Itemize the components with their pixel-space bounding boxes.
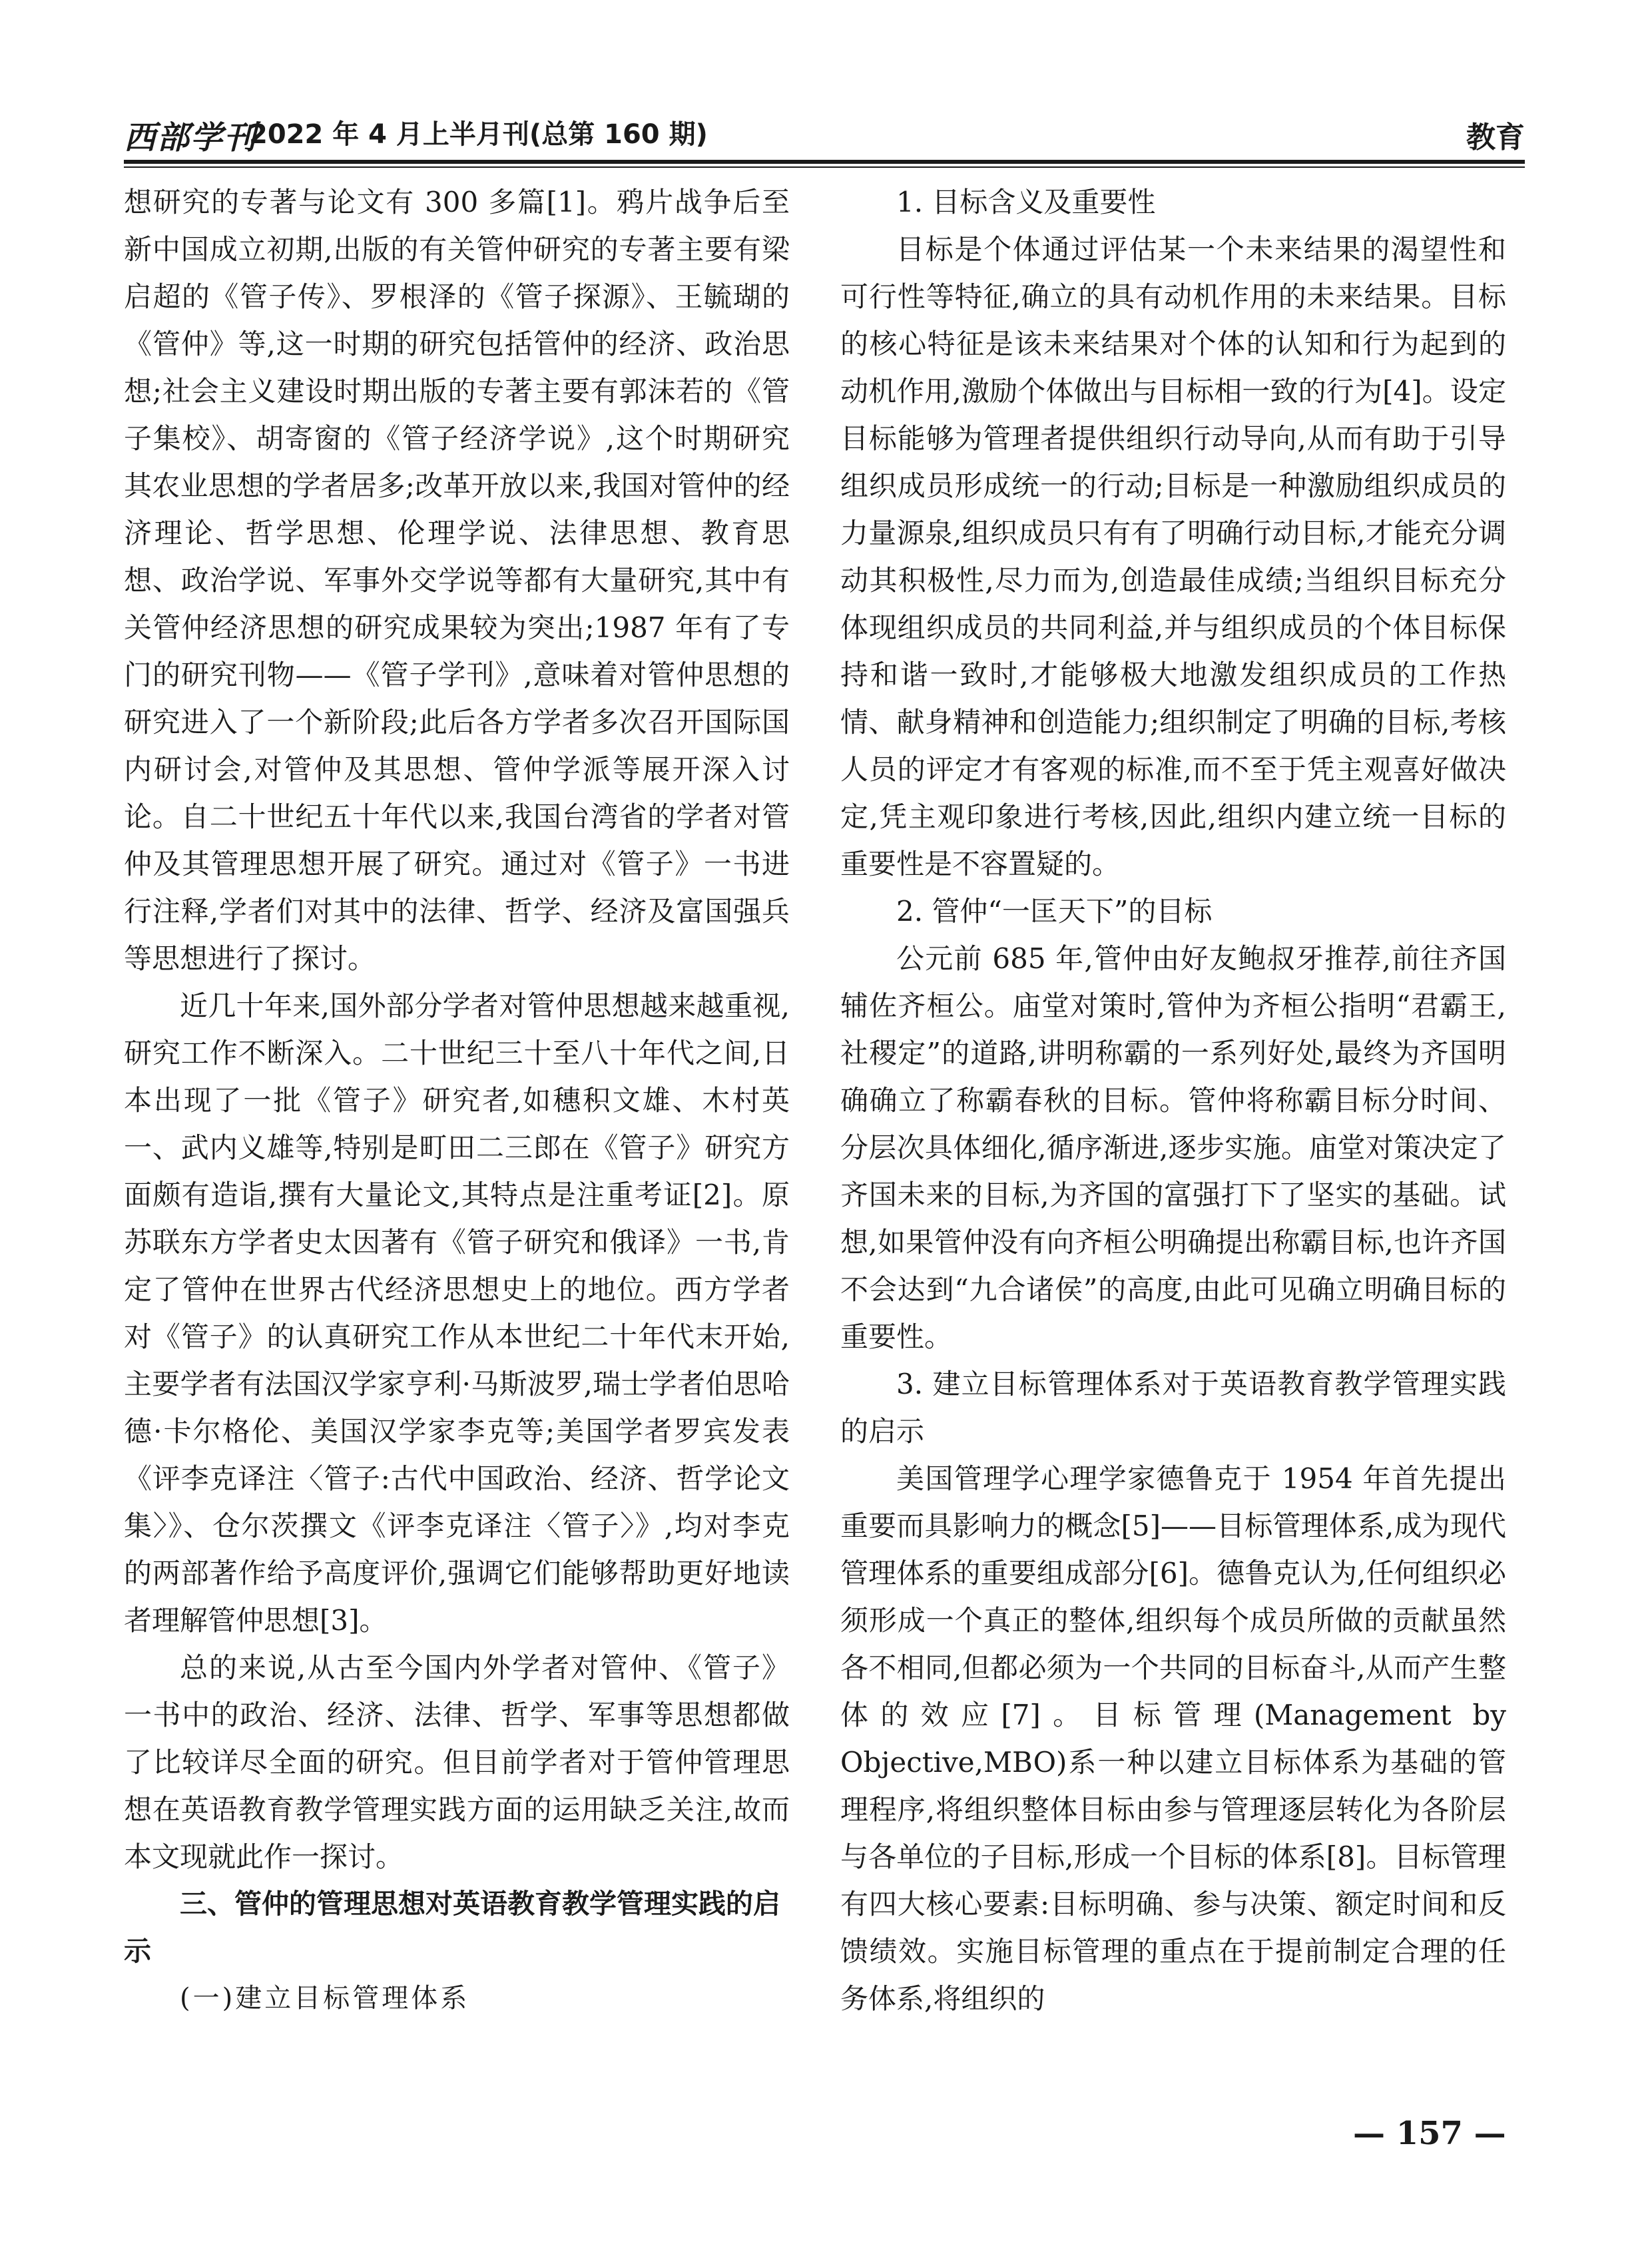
paragraph: 想研究的专著与论文有 300 多篇[1]。鸦片战争后至新中国成立初期,出版的有关管仲研究的专著主要有梁启超的《管子传》、罗根泽的《管子探源》、王毓瑚的《管仲》等,这一时期的研究包括管仲的经济、政治思想;社会主义建设时期出版的专著主要有郭沫若的《管子集校》、胡寄窗的《管子经济学说》,这个时期研究其农业思想的学者居多;改革开放以来,我国对管仲的经济理论、哲学思想、伦理学说、法律思想、教育思想、政治学说、军事外交学说等都有大量研究,其中有关管仲经济思想的研究成果较为突出;1987 年有了专门的研究刊物——《管子学刊》,意味着对管仲思想的研究进入了一个新阶段;此后各方学者多次召开国际国内研讨会,对管仲及其思想、管仲学派等展开深入讨论。自二十世纪五十年代以来,我国台湾省的学者对管仲及其管理思想开展了研究。通过对《管子》一书进行注释,学者们对其中的法律、哲学、经济及富国强兵等思想进行了探讨。 [124,186,790,975]
paragraph: 目标是个体通过评估某一个未来结果的渴望性和可行性等特征,确立的具有动机作用的未来结果。目标的核心特征是该未来结果对个体的认知和行为起到的动机作用,激励个体做出与目标相一致的行为[4]。设定目标能够为管理者提供组织行动导向,从而有助于引导组织成员形成统一的行动;目标是一种激励组织成员的力量源泉,组织成员只有有了明确行动目标,才能充分调动其积极性,尽力而为,创造最佳成绩;当组织目标充分体现组织成员的共同利益,并与组织成员的个体目标保持和谐一致时,才能够极大地激发组织成员的工作热情、献身精神和创造能力;组织制定了明确的目标,考核人员的评定才有客观的标准,而不至于凭主观喜好做决定,凭主观印象进行考核,因此,组织内建立统一目标的重要性是不容置疑的。 [840,233,1506,880]
header-rule-thin [124,166,1525,168]
subheading: 1. 目标含义及重要性 [896,186,1156,218]
section-tag: 教育 [1466,121,1525,154]
paragraph: 总的来说,从古至今国内外学者对管仲、《管子》一书中的政治、经济、法律、哲学、军事等思想都做了比较详尽全面的研究。但目前学者对于管仲管理思想在英语教育教学管理实践方面的运用缺乏关注,故而本文现就此作一探讨。 [124,1651,790,1873]
paragraph: 美国管理学心理学家德鲁克于 1954 年首先提出重要而具影响力的概念[5]——目标管理体系,成为现代管理体系的重要组成部分[6]。德鲁克认为,任何组织必须形成一个真正的整体,组织每个成员所做的贡献虽然各不相同,但都必须为一个共同的目标奋斗,从而产生整体的效应[7]。目标管理(Management by Objective,MBO)系一种以建立目标体系为基础的管理程序,将组织整体目标由参与管理逐层转化为各阶层与各单位的子目标,形成一个目标的体系[8]。目标管理有四大核心要素:目标明确、参与决策、额定时间和反馈绩效。实施目标管理的重点在于提前制定合理的任务体系,将组织的 [840,1462,1506,2015]
paragraph: 近几十年来,国外部分学者对管仲思想越来越重视,研究工作不断深入。二十世纪三十至八十年代之间,日本出现了一批《管子》研究者,如穗积文雄、木村英一、武内义雄等,特别是町田二三郎在《管子》研究方面颇有造诣,撰有大量论文,其特点是注重考证[2]。原苏联东方学者史太因著有《管子研究和俄译》一书,肯定了管仲在世界古代经济思想史上的地位。西方学者对《管子》的认真研究工作从本世纪二十年代末开始,主要学者有法国汉学家亨利·马斯波罗,瑞士学者伯思哈德·卡尔格伦、美国汉学家李克等;美国学者罗宾发表《评李克译注〈管子:古代中国政治、经济、哲学论文集〉》、仓尔茨撰文《评李克译注〈管子〉》,均对李克的两部著作给予高度评价,强调它们能够帮助更好地读者理解管仲思想[3]。 [124,989,790,1637]
page-number: — 157 — [1353,2115,1506,2152]
section-heading: 三、管仲的管理思想对英语教育教学管理实践的启示 [124,1888,780,1967]
journal-logo: 西部学刊 [124,119,258,156]
subheading: 2. 管仲“一匡天下”的目标 [896,895,1213,928]
issue-info: 2022 年 4 月上半月刊(总第 160 期) [249,119,708,150]
subheading: 3. 建立目标管理体系对于英语教育教学管理实践的启示 [840,1368,1506,1448]
left-column [124,178,790,2022]
right-column [840,178,1506,2022]
paragraph: 公元前 685 年,管仲由好友鲍叔牙推荐,前往齐国辅佐齐桓公。庙堂对策时,管仲为齐桓公指明“君霸王,社稷定”的道路,讲明称霸的一系列好处,最终为齐国明确确立了称霸春秋的目标。管仲将称霸目标分时间、分层次具体细化,循序渐进,逐步实施。庙堂对策决定了齐国未来的目标,为齐国的富强打下了坚实的基础。试想,如果管仲没有向齐桓公明确提出称霸目标,也许齐国不会达到“九合诸侯”的高度,由此可见确立明确目标的重要性。 [840,942,1506,1353]
header-rule-thick [124,160,1525,164]
running-header [124,112,1525,154]
subsection-heading: (一)建立目标管理体系 [180,1983,470,2014]
